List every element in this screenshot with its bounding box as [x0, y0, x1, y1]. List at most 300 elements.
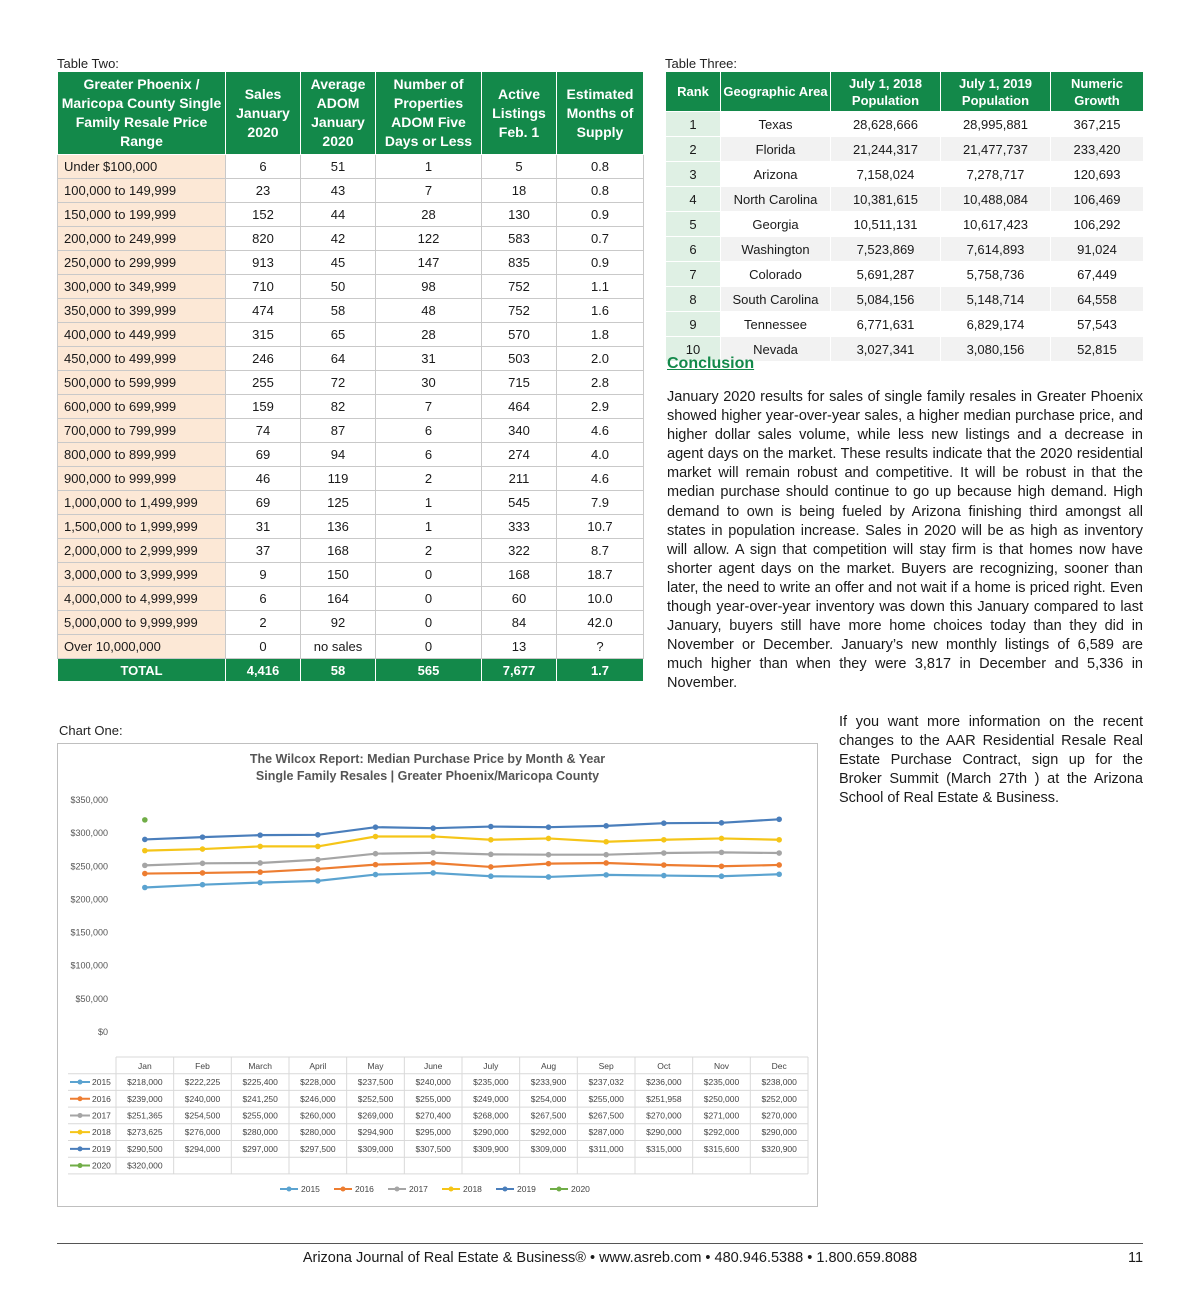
- legend-entry: 2016: [355, 1184, 374, 1194]
- table-series-name: 2015: [92, 1077, 111, 1088]
- table-series-name: 2020: [92, 1160, 111, 1171]
- data-point-2015: [200, 882, 206, 888]
- table-cell: 28: [376, 323, 482, 347]
- x-tick-label: Jan: [137, 1061, 152, 1071]
- data-point-2019: [488, 824, 494, 830]
- data-point-2018: [488, 837, 494, 843]
- data-label: $218,000: [127, 1077, 163, 1088]
- table-three-header-cell: July 1, 2019 Population: [941, 72, 1051, 112]
- chart-one: [57, 743, 818, 1207]
- data-label: $250,000: [703, 1093, 740, 1104]
- y-tick-label: $350,000: [70, 795, 108, 805]
- legend-key: [341, 1187, 346, 1192]
- data-label: $315,600: [703, 1143, 740, 1154]
- table-cell: 752: [482, 275, 557, 299]
- table-row: [58, 275, 644, 299]
- data-label: $287,000: [588, 1127, 624, 1138]
- table-cell: 820: [226, 227, 301, 251]
- x-tick-label: May: [367, 1061, 384, 1071]
- data-point-2015: [719, 873, 725, 879]
- table-row: [666, 112, 1144, 137]
- table-cell: 5,000,000 to 9,999,999: [58, 611, 226, 635]
- data-label: $276,000: [184, 1127, 221, 1138]
- table-cell: 400,000 to 449,999: [58, 323, 226, 347]
- table-cell: Under $100,000: [58, 155, 226, 179]
- table-cell: 87: [301, 419, 376, 443]
- data-point-2016: [603, 860, 609, 866]
- table-cell: 450,000 to 499,999: [58, 347, 226, 371]
- data-label: $290,000: [646, 1127, 682, 1138]
- data-label: $294,000: [184, 1143, 221, 1154]
- data-point-2016: [661, 862, 667, 868]
- table-cell: 9: [226, 563, 301, 587]
- table-cell: 1.6: [557, 299, 644, 323]
- table-cell: 1.1: [557, 275, 644, 299]
- data-label: $267,500: [530, 1110, 567, 1121]
- table-cell: 5,758,736: [941, 262, 1051, 287]
- table-row: [58, 227, 644, 251]
- total-row: [58, 659, 644, 682]
- table-cell: 570: [482, 323, 557, 347]
- data-label: $252,000: [761, 1093, 797, 1104]
- data-point-2019: [373, 824, 379, 830]
- table-cell: 7: [376, 179, 482, 203]
- data-label: $252,500: [357, 1093, 394, 1104]
- table-cell: 69: [226, 443, 301, 467]
- series-line-2018: [145, 836, 779, 850]
- table-cell: 700,000 to 799,999: [58, 419, 226, 443]
- y-tick-label: $250,000: [70, 861, 108, 872]
- table-cell: 274: [482, 443, 557, 467]
- table-cell: 0: [376, 611, 482, 635]
- table-legend-key: [78, 1146, 83, 1151]
- data-point-2018: [142, 848, 148, 854]
- legend-key: [395, 1187, 400, 1192]
- x-tick-label: Nov: [713, 1061, 730, 1071]
- table-cell: 31: [376, 347, 482, 371]
- table-cell: 464: [482, 395, 557, 419]
- data-label: $239,000: [127, 1093, 163, 1104]
- table-cell: 9: [666, 312, 721, 337]
- table-row: [58, 179, 644, 203]
- table-cell: 52,815: [1051, 337, 1144, 362]
- legend-entry: 2018: [463, 1184, 482, 1194]
- data-label: $237,032: [588, 1077, 624, 1088]
- table-cell: 5: [666, 212, 721, 237]
- table-cell: 130: [482, 203, 557, 227]
- table-cell: 45: [301, 251, 376, 275]
- table-cell: 50: [301, 275, 376, 299]
- footer-rule: [57, 1243, 1143, 1244]
- data-point-2015: [546, 874, 552, 880]
- table-three-label: Table Three:: [665, 56, 738, 71]
- table-cell: 1.8: [557, 323, 644, 347]
- data-label: $307,500: [415, 1143, 451, 1154]
- table-series-name: 2017: [92, 1110, 111, 1121]
- table-cell: Tennessee: [721, 312, 831, 337]
- table-two-header-cell: Greater Phoenix / Maricopa County Single Family Resale Price Range: [58, 72, 226, 155]
- table-cell: 0.7: [557, 227, 644, 251]
- data-label: $292,000: [703, 1127, 740, 1138]
- table-two-header-cell: Average ADOM January 2020: [301, 72, 376, 155]
- table-row: [58, 515, 644, 539]
- table-cell: 0.9: [557, 203, 644, 227]
- data-point-2015: [257, 880, 263, 886]
- table-series-name: 2016: [92, 1093, 111, 1104]
- data-label: $255,000: [242, 1110, 278, 1121]
- data-point-2017: [719, 850, 725, 856]
- table-cell: North Carolina: [721, 187, 831, 212]
- data-label: $270,000: [761, 1110, 797, 1121]
- table-row: [58, 563, 644, 587]
- table-cell: 67,449: [1051, 262, 1144, 287]
- page-number: 11: [1128, 1250, 1144, 1266]
- table-cell: 2: [666, 137, 721, 162]
- table-cell: 10,381,615: [831, 187, 941, 212]
- data-point-2020: [142, 817, 148, 823]
- table-cell: 106,292: [1051, 212, 1144, 237]
- data-point-2017: [661, 850, 667, 856]
- table-cell: ?: [557, 635, 644, 659]
- table-cell: 42.0: [557, 611, 644, 635]
- x-tick-label: Feb: [195, 1061, 210, 1071]
- data-point-2018: [257, 844, 263, 850]
- table-cell: 168: [482, 563, 557, 587]
- table-cell: 503: [482, 347, 557, 371]
- data-label: $280,000: [242, 1127, 278, 1138]
- table-cell: 2.0: [557, 347, 644, 371]
- data-point-2017: [142, 863, 148, 869]
- table-cell: 147: [376, 251, 482, 275]
- x-tick-label: June: [423, 1061, 443, 1071]
- table-cell: 159: [226, 395, 301, 419]
- table-cell: 37: [226, 539, 301, 563]
- legend-entry: 2019: [517, 1184, 536, 1194]
- table-cell: 150: [301, 563, 376, 587]
- table-cell: 6: [666, 237, 721, 262]
- table-cell: 250,000 to 299,999: [58, 251, 226, 275]
- table-cell: 5,148,714: [941, 287, 1051, 312]
- data-point-2017: [488, 852, 494, 858]
- data-label: $270,400: [415, 1110, 451, 1121]
- table-row: [58, 419, 644, 443]
- table-cell: 2.8: [557, 371, 644, 395]
- table-cell: 545: [482, 491, 557, 515]
- table-cell: 6: [376, 443, 482, 467]
- table-cell: 752: [482, 299, 557, 323]
- table-row: [58, 539, 644, 563]
- table-cell: 1: [376, 155, 482, 179]
- table-cell: 100,000 to 149,999: [58, 179, 226, 203]
- data-point-2015: [661, 873, 667, 879]
- table-cell: 2: [376, 539, 482, 563]
- table-cell: 3,000,000 to 3,999,999: [58, 563, 226, 587]
- table-legend-key: [78, 1080, 83, 1085]
- data-label: $236,000: [646, 1077, 682, 1088]
- table-cell: 1: [376, 491, 482, 515]
- table-cell: 4.0: [557, 443, 644, 467]
- series-line-2015: [145, 873, 779, 888]
- data-point-2018: [546, 836, 552, 842]
- data-label: $240,000: [184, 1093, 221, 1104]
- data-point-2018: [200, 846, 206, 852]
- x-tick-label: July: [483, 1061, 499, 1071]
- table-row: [666, 312, 1144, 337]
- table-three: [665, 71, 1144, 362]
- table-cell: 21,244,317: [831, 137, 941, 162]
- table-cell: 1: [376, 515, 482, 539]
- table-cell: 6: [226, 587, 301, 611]
- table-cell: 367,215: [1051, 112, 1144, 137]
- data-label: $309,000: [357, 1143, 394, 1154]
- data-point-2017: [315, 857, 321, 863]
- table-cell: 322: [482, 539, 557, 563]
- table-cell: 4,000,000 to 4,999,999: [58, 587, 226, 611]
- table-three-header: [666, 72, 1144, 112]
- table-cell: no sales: [301, 635, 376, 659]
- data-point-2015: [142, 885, 148, 891]
- table-cell: 835: [482, 251, 557, 275]
- data-point-2015: [373, 872, 379, 878]
- table-cell: 64,558: [1051, 287, 1144, 312]
- table-three-header-cell: July 1, 2018 Population: [831, 72, 941, 112]
- data-label: $269,000: [357, 1110, 394, 1121]
- table-cell: 23: [226, 179, 301, 203]
- table-cell: 0.8: [557, 179, 644, 203]
- table-three-header-cell: Geographic Area: [721, 72, 831, 112]
- table-cell: 8: [666, 287, 721, 312]
- table-cell: 3,027,341: [831, 337, 941, 362]
- table-cell: 48: [376, 299, 482, 323]
- series-line-2017: [145, 852, 779, 865]
- data-point-2019: [430, 825, 436, 831]
- table-cell: 233,420: [1051, 137, 1144, 162]
- legend-entry: 2015: [301, 1184, 320, 1194]
- table-cell: 28: [376, 203, 482, 227]
- table-two-header-cell: Sales January 2020: [226, 72, 301, 155]
- table-cell: 98: [376, 275, 482, 299]
- table-cell: 4: [666, 187, 721, 212]
- data-label: $311,000: [588, 1143, 624, 1154]
- data-point-2018: [373, 834, 379, 840]
- table-cell: 168: [301, 539, 376, 563]
- table-cell: 74: [226, 419, 301, 443]
- table-cell: 28,995,881: [941, 112, 1051, 137]
- data-label: $295,000: [415, 1127, 451, 1138]
- table-cell: 119: [301, 467, 376, 491]
- table-cell: Texas: [721, 112, 831, 137]
- data-point-2015: [776, 871, 782, 877]
- y-tick-label: $100,000: [70, 960, 108, 971]
- data-point-2016: [373, 862, 379, 868]
- table-cell: 57,543: [1051, 312, 1144, 337]
- table-two-label: Table Two:: [57, 56, 119, 71]
- table-cell: 65: [301, 323, 376, 347]
- table-cell: 4.6: [557, 419, 644, 443]
- data-point-2019: [200, 834, 206, 840]
- data-label: $320,900: [761, 1143, 797, 1154]
- legend-entry: 2020: [571, 1184, 590, 1194]
- footer-text: Arizona Journal of Real Estate & Business® • www.asreb.com • 480.946.5388 • 1.800.659.8088: [302, 1250, 918, 1266]
- table-cell: South Carolina: [721, 287, 831, 312]
- data-label: $254,000: [530, 1093, 567, 1104]
- y-tick-label: $150,000: [70, 927, 108, 938]
- table-cell: 5,691,287: [831, 262, 941, 287]
- data-label: $237,500: [357, 1077, 394, 1088]
- table-legend-key: [78, 1130, 83, 1135]
- y-tick-label: $50,000: [75, 993, 108, 1004]
- data-label: $290,000: [761, 1127, 797, 1138]
- data-point-2016: [200, 870, 206, 876]
- table-three-header-cell: Rank: [666, 72, 721, 112]
- data-label: $294,900: [357, 1127, 394, 1138]
- table-cell: Washington: [721, 237, 831, 262]
- table-cell: 125: [301, 491, 376, 515]
- table-row: [58, 347, 644, 371]
- data-point-2018: [315, 844, 321, 850]
- table-cell: 3,080,156: [941, 337, 1051, 362]
- table-cell: 44: [301, 203, 376, 227]
- table-cell: 10,617,423: [941, 212, 1051, 237]
- table-cell: 8.7: [557, 539, 644, 563]
- table-cell: 0: [376, 563, 482, 587]
- table-cell: 21,477,737: [941, 137, 1051, 162]
- y-tick-label: $200,000: [70, 894, 108, 905]
- conclusion-heading: Conclusion: [667, 355, 755, 372]
- table-legend-key: [78, 1163, 83, 1168]
- table-cell: 7: [666, 262, 721, 287]
- table-cell: 6,829,174: [941, 312, 1051, 337]
- table-cell: 0: [376, 587, 482, 611]
- data-point-2016: [315, 866, 321, 872]
- legend-key: [449, 1187, 454, 1192]
- table-cell: 42: [301, 227, 376, 251]
- table-legend-key: [78, 1096, 83, 1101]
- table-cell: 6: [376, 419, 482, 443]
- data-label: $235,000: [703, 1077, 740, 1088]
- table-row: [666, 137, 1144, 162]
- table-cell: Florida: [721, 137, 831, 162]
- data-point-2016: [257, 869, 263, 875]
- table-cell: 91,024: [1051, 237, 1144, 262]
- table-cell: 82: [301, 395, 376, 419]
- table-cell: 122: [376, 227, 482, 251]
- table-series-name: 2019: [92, 1143, 111, 1154]
- data-label: $309,000: [530, 1143, 567, 1154]
- table-row: [58, 203, 644, 227]
- data-point-2016: [142, 871, 148, 877]
- legend-key: [557, 1187, 562, 1192]
- data-label: $255,000: [588, 1093, 624, 1104]
- data-label: $251,958: [646, 1093, 682, 1104]
- data-point-2018: [430, 834, 436, 840]
- table-two-header-cell: Estimated Months of Supply: [557, 72, 644, 155]
- table-cell: 72: [301, 371, 376, 395]
- table-cell: 7,523,869: [831, 237, 941, 262]
- table-row: [58, 395, 644, 419]
- table-cell: 913: [226, 251, 301, 275]
- total-cell: 7,677: [482, 659, 557, 682]
- table-cell: 69: [226, 491, 301, 515]
- table-cell: 10,511,131: [831, 212, 941, 237]
- chart-svg: [58, 744, 817, 1206]
- data-label: $240,000: [415, 1077, 451, 1088]
- table-row: [666, 212, 1144, 237]
- x-tick-label: March: [248, 1061, 272, 1071]
- table-cell: 0: [226, 635, 301, 659]
- data-label: $238,000: [761, 1077, 797, 1088]
- table-row: [58, 635, 644, 659]
- data-point-2018: [661, 837, 667, 843]
- data-point-2017: [603, 852, 609, 858]
- table-cell: 7.9: [557, 491, 644, 515]
- legend-key: [287, 1187, 292, 1192]
- table-row: [58, 491, 644, 515]
- table-cell: 200,000 to 249,999: [58, 227, 226, 251]
- data-label: $233,900: [530, 1077, 567, 1088]
- data-label: $254,500: [184, 1110, 221, 1121]
- table-cell: 7,614,893: [941, 237, 1051, 262]
- data-label: $309,900: [473, 1143, 509, 1154]
- table-cell: 474: [226, 299, 301, 323]
- table-cell: 500,000 to 599,999: [58, 371, 226, 395]
- data-point-2019: [315, 832, 321, 838]
- data-label: $270,000: [646, 1110, 682, 1121]
- table-cell: 315: [226, 323, 301, 347]
- table-cell: 255: [226, 371, 301, 395]
- table-cell: 94: [301, 443, 376, 467]
- data-point-2019: [776, 816, 782, 822]
- table-cell: 152: [226, 203, 301, 227]
- table-series-name: 2018: [92, 1127, 111, 1138]
- table-cell: 30: [376, 371, 482, 395]
- table-cell: 18.7: [557, 563, 644, 587]
- table-two: [57, 71, 644, 682]
- table-cell: 0.8: [557, 155, 644, 179]
- table-cell: 60: [482, 587, 557, 611]
- data-point-2018: [719, 836, 725, 842]
- legend-key: [503, 1187, 508, 1192]
- table-cell: 2: [226, 611, 301, 635]
- table-cell: 3: [666, 162, 721, 187]
- table-cell: 43: [301, 179, 376, 203]
- table-cell: 0.9: [557, 251, 644, 275]
- table-cell: 84: [482, 611, 557, 635]
- table-cell: 333: [482, 515, 557, 539]
- data-point-2019: [142, 837, 148, 843]
- table-two-header: [58, 72, 644, 155]
- data-label: $280,000: [300, 1127, 336, 1138]
- table-cell: 10.7: [557, 515, 644, 539]
- data-point-2019: [719, 820, 725, 826]
- table-cell: 583: [482, 227, 557, 251]
- table-cell: Colorado: [721, 262, 831, 287]
- table-cell: Over 10,000,000: [58, 635, 226, 659]
- table-cell: 106,469: [1051, 187, 1144, 212]
- data-point-2017: [430, 850, 436, 856]
- data-point-2015: [488, 873, 494, 879]
- table-cell: 246: [226, 347, 301, 371]
- total-cell: TOTAL: [58, 659, 226, 682]
- table-cell: 6,771,631: [831, 312, 941, 337]
- table-cell: 600,000 to 699,999: [58, 395, 226, 419]
- data-point-2018: [776, 837, 782, 843]
- data-label: $251,365: [127, 1110, 163, 1121]
- table-cell: Nevada: [721, 337, 831, 362]
- table-cell: 58: [301, 299, 376, 323]
- data-label: $315,000: [646, 1143, 682, 1154]
- table-cell: 4.6: [557, 467, 644, 491]
